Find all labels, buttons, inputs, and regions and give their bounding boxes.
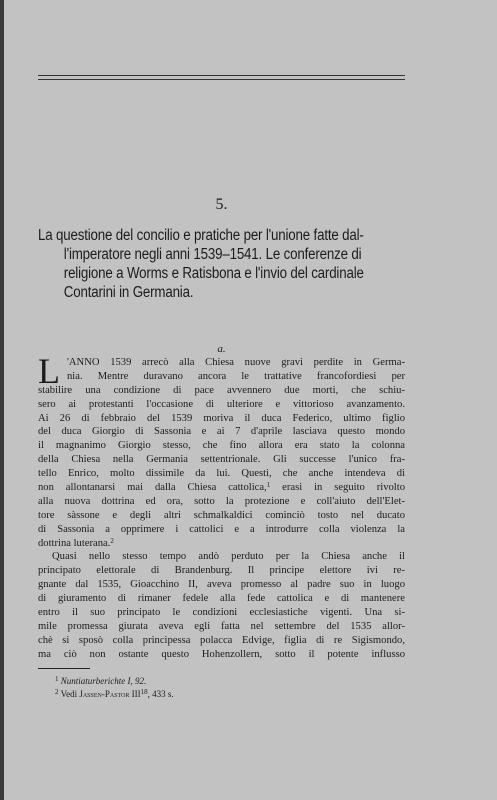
text-line: non allontanarsi mai dalla Chiesa cattolica,$^1$ erasi in seguito rivolto [38,481,405,494]
footnote-ref[interactable]: 1 [266,481,271,490]
body-text [38,351,405,662]
chapter-title-line: l'imperatore negli anni 1539–1541. Le conferenze di [63,246,362,263]
text-line: Ai 26 di febbraio del 1539 moriva il duca Federico, ultimo figlio [38,412,405,424]
chapter-title-line: Contarini in Germania. [63,284,194,301]
footnote-rule [38,668,90,669]
text-line: ma ciò non ostante questo Hohenzollern, sotto il potente influsso [38,648,405,660]
text-line: tello Enrico, molto dissimile da lui. Questi, che anche intendeva di [38,468,405,480]
footnote: $^1$ Nuntiaturberichte I, 92. [55,675,147,686]
text-line: entro il suo principato le condizioni ecclesiastiche vigenti. Una si- [38,607,405,619]
text-line: dottrina luterana.$^2$ [38,536,114,549]
chapter-number: 5. [215,196,228,213]
text-line: 'ANNO 1539 arrecò alla Chiesa nuove gravi perdite in Germa- [67,357,405,368]
text-line: tore sàssone e degli altri schmalkaldici cominciò tosto nel ducato [38,509,405,521]
page-binding-edge [0,0,4,800]
text-line: stabilire una condizione di pace avvennero due morti, che schiu- [38,384,405,396]
text-line: di giuramento di rimaner fedele alla fede cattolica e di mantenere [38,593,405,605]
text-line: di Sassonia a opprimere i cattolici e a introdurre colla violenza la [38,523,405,535]
section-heading: a. [217,343,226,355]
drop-cap: L [38,351,60,391]
footnote: $^2$ Vedi Jassen-Pastor III$^{18}$, 433 s. [55,688,174,699]
text-line: del duca Giorgio di Sassonia e ai 7 d'aprile lasciava questo mondo [38,426,405,438]
text-line: della Chiesa nella Germania settentrionale. Gli successe l'unico fra- [38,454,405,466]
text-line: il magnanimo Giorgio stesso, che fino allora era stato la colonna [38,440,405,452]
text-line: alla nuova dottrina ed ora, sotto la protezione e coll'aiuto dell'Elet- [38,495,405,507]
header-rule-top [38,75,405,76]
header-rule-bottom [38,79,405,80]
text-line: Quasi nello stesso tempo andò perduto per la Chiesa anche il [52,551,405,563]
text-line: nia. Mentre duravano ancora le trattative francofordiesi per [67,370,405,382]
chapter-title-line: La questione del concilio e pratiche per l'unione fatte dal- [38,227,364,244]
text-line: sero ai protestanti l'occasione di ulteriore e vittorioso avanzamento. [38,398,405,410]
text-line: chè si sposò colla principessa polacca Edvige, figlia di re Sigismondo, [38,634,405,646]
chapter-title-line: religione a Worms e Ratisbona e l'invio del cardinale [63,265,364,282]
footnotes [55,675,395,701]
text-line: principato elettorale di Brandenburg. Il principe elettore ivi re- [38,565,405,577]
text-line: mile promessa giurata aveva egli fatta nel settembre del 1535 allor- [38,620,405,632]
chapter-title [38,226,410,302]
text-line: gnante dal 1535, Gioacchino II, aveva promesso al padre suo in luogo [38,579,405,591]
footnote-ref[interactable]: 2 [110,536,114,545]
first-word: 'ANNO [67,357,100,368]
